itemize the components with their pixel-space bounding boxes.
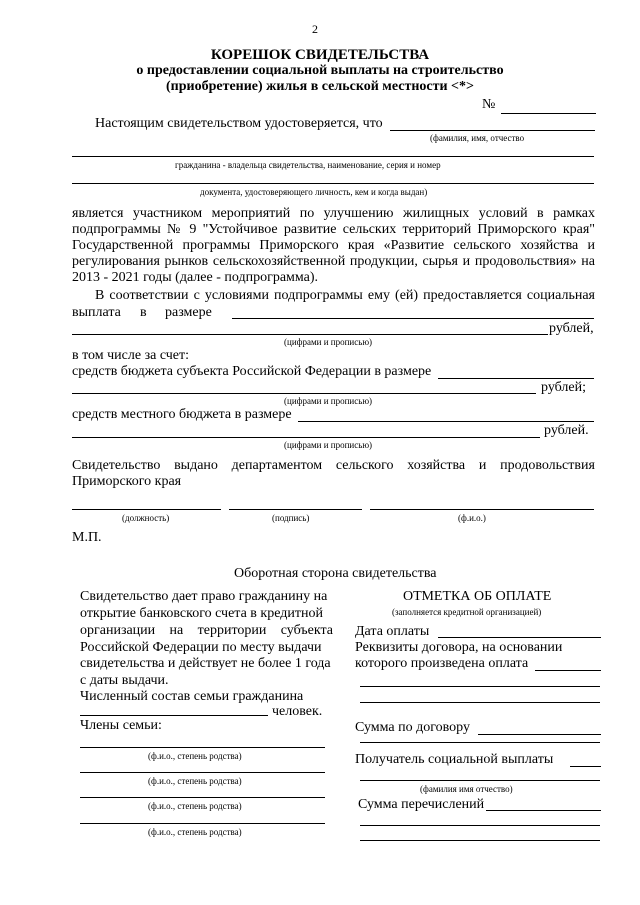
issued-word-3: департаментом bbox=[231, 458, 323, 473]
payment-intro: В соответствии с условиями подпрограммы ему (ей) предоставляется социальная bbox=[95, 288, 595, 303]
reverse-title: Оборотная сторона свидетельства bbox=[234, 566, 437, 581]
document-subtitle-2: (приобретение) жилья в сельской местности <*> bbox=[166, 79, 474, 94]
number-label: № bbox=[482, 97, 496, 112]
document-subtitle-1: о предоставлении социальной выплаты на строительство bbox=[136, 63, 504, 78]
regional-budget-caption: (цифрами и прописью) bbox=[284, 396, 373, 406]
position-caption: (должность) bbox=[122, 513, 170, 523]
reverse-left-line-6: с даты выдачи. bbox=[80, 673, 169, 688]
issued-word-2: выдано bbox=[174, 458, 218, 473]
family-member-caption-3: (ф.и.о., степень родства) bbox=[148, 801, 242, 811]
document-caption: документа, удостоверяющего личность, кем и когда выдан) bbox=[200, 187, 428, 197]
payment-date-label: Дата оплаты bbox=[355, 624, 430, 639]
contract-sum-field-2[interactable] bbox=[360, 742, 600, 743]
family-member-field-4[interactable] bbox=[80, 823, 325, 824]
including-label: в том числе за счет: bbox=[72, 348, 190, 363]
recipient-label: Получатель социальной выплаты bbox=[355, 752, 554, 767]
amount-field-1[interactable] bbox=[232, 318, 594, 319]
requisites-label-1: Реквизиты договора, на основании bbox=[355, 640, 563, 655]
rubles-label-1: рублей, bbox=[549, 321, 594, 336]
family-member-caption-1: (ф.и.о., степень родства) bbox=[148, 751, 242, 761]
reverse-left-word-1: организации bbox=[80, 623, 156, 638]
family-member-field-3[interactable] bbox=[80, 797, 325, 798]
amount-label-2: в bbox=[140, 305, 147, 320]
family-member-caption-2: (ф.и.о., степень родства) bbox=[148, 776, 242, 786]
transfer-sum-field-3[interactable] bbox=[360, 840, 600, 841]
reverse-left-word-2: на bbox=[169, 623, 184, 638]
reverse-left-line-1: Свидетельство дает право гражданину на bbox=[80, 589, 328, 604]
contract-sum-field-1[interactable] bbox=[478, 734, 601, 735]
payment-mark-subtitle: (заполняется кредитной организацией) bbox=[392, 607, 542, 617]
local-budget-field-1[interactable] bbox=[298, 421, 594, 422]
family-member-field-2[interactable] bbox=[80, 772, 325, 773]
citizen-field[interactable] bbox=[72, 156, 594, 157]
payment-mark-title: ОТМЕТКА ОБ ОПЛАТЕ bbox=[403, 589, 552, 604]
issued-word-6: и bbox=[478, 458, 487, 473]
family-count-label: Численный состав семьи гражданина bbox=[80, 689, 304, 704]
document-title: КОРЕШОК СВИДЕТЕЛЬСТВА bbox=[210, 47, 430, 63]
recipient-caption: (фамилия имя отчество) bbox=[420, 784, 513, 794]
rubles-label-3: рублей. bbox=[544, 423, 589, 438]
local-budget-field-2[interactable] bbox=[72, 437, 540, 438]
citizen-caption: гражданина - владельца свидетельства, наименование, серия и номер bbox=[175, 160, 441, 170]
page-number: 2 bbox=[312, 22, 318, 36]
fio-caption: (ф.и.о.) bbox=[458, 513, 486, 523]
transfer-sum-field-1[interactable] bbox=[486, 810, 601, 811]
regional-budget-field-1[interactable] bbox=[438, 378, 594, 379]
transfer-sum-label: Сумма перечислений bbox=[358, 797, 485, 812]
local-budget-label: средств местного бюджета в размере bbox=[72, 407, 292, 422]
reverse-left-line-2: открытие банковского счета в кредитной bbox=[80, 606, 323, 621]
reverse-left-line-3 bbox=[80, 623, 333, 639]
family-member-caption-4: (ф.и.о., степень родства) bbox=[148, 827, 242, 837]
issued-word-7: продовольствия bbox=[500, 458, 595, 473]
transfer-sum-field-2[interactable] bbox=[360, 825, 600, 826]
amount-label-1: выплата bbox=[72, 305, 121, 320]
persons-label: человек. bbox=[272, 704, 323, 719]
family-count-field[interactable] bbox=[80, 715, 268, 716]
name-caption: (фамилия, имя, отчество bbox=[430, 133, 525, 143]
requisites-field-3[interactable] bbox=[360, 702, 600, 703]
family-members-label: Члены семьи: bbox=[80, 718, 162, 733]
amount-field-2[interactable] bbox=[72, 334, 548, 335]
number-field[interactable] bbox=[501, 113, 596, 114]
name-field[interactable] bbox=[390, 130, 595, 131]
position-field[interactable] bbox=[72, 509, 221, 510]
fio-field[interactable] bbox=[370, 509, 594, 510]
issued-word-1: Свидетельство bbox=[72, 458, 161, 473]
family-member-field-1[interactable] bbox=[80, 747, 325, 748]
contract-sum-label: Сумма по договору bbox=[355, 720, 470, 735]
certify-text: Настоящим свидетельством удостоверяется, что bbox=[95, 116, 383, 131]
issued-line-2: Приморского края bbox=[72, 474, 182, 489]
issued-word-5: хозяйства bbox=[407, 458, 466, 473]
participant-line-4: регулирования рынков сельскохозяйственной продукции, сырья и продовольствия» на bbox=[72, 254, 595, 269]
issued-word-4: сельского bbox=[335, 458, 394, 473]
amount-label-3: размере bbox=[165, 305, 212, 320]
reverse-left-line-4: Российской Федерации по месту выдачи bbox=[80, 640, 322, 655]
stamp-label: М.П. bbox=[72, 530, 102, 545]
signature-caption: (подпись) bbox=[272, 513, 310, 523]
regional-budget-label: средств бюджета субъекта Российской Федерации в размере bbox=[72, 364, 432, 379]
document-field[interactable] bbox=[72, 183, 594, 184]
participant-line-2: подпрограммы № 9 "Устойчивое развитие сельских территорий Приморского края" bbox=[72, 222, 595, 237]
recipient-field-2[interactable] bbox=[360, 780, 600, 781]
requisites-field-1[interactable] bbox=[535, 670, 601, 671]
participant-line-1: является участником мероприятий по улучшению жилищных условий в рамках bbox=[72, 206, 595, 221]
requisites-label-2: которого произведена оплата bbox=[355, 656, 529, 671]
signature-field[interactable] bbox=[229, 509, 362, 510]
reverse-left-line-5: свидетельства и действует не более 1 года bbox=[80, 656, 331, 671]
recipient-field-1[interactable] bbox=[570, 766, 601, 767]
regional-budget-field-2[interactable] bbox=[72, 393, 536, 394]
payment-date-field[interactable] bbox=[438, 637, 601, 638]
requisites-field-2[interactable] bbox=[360, 686, 600, 687]
issued-line-1 bbox=[72, 458, 595, 474]
rubles-label-2: рублей; bbox=[541, 380, 586, 395]
local-budget-caption: (цифрами и прописью) bbox=[284, 440, 373, 450]
reverse-left-word-3: территории bbox=[197, 623, 267, 638]
amount-caption: (цифрами и прописью) bbox=[284, 337, 373, 347]
participant-line-5: 2013 - 2021 годы (далее - подпрограмма). bbox=[72, 270, 319, 285]
reverse-left-word-4: субъекта bbox=[280, 623, 333, 638]
participant-line-3: Государственной программы Приморского края «Развитие сельского хозяйства и bbox=[72, 238, 595, 253]
